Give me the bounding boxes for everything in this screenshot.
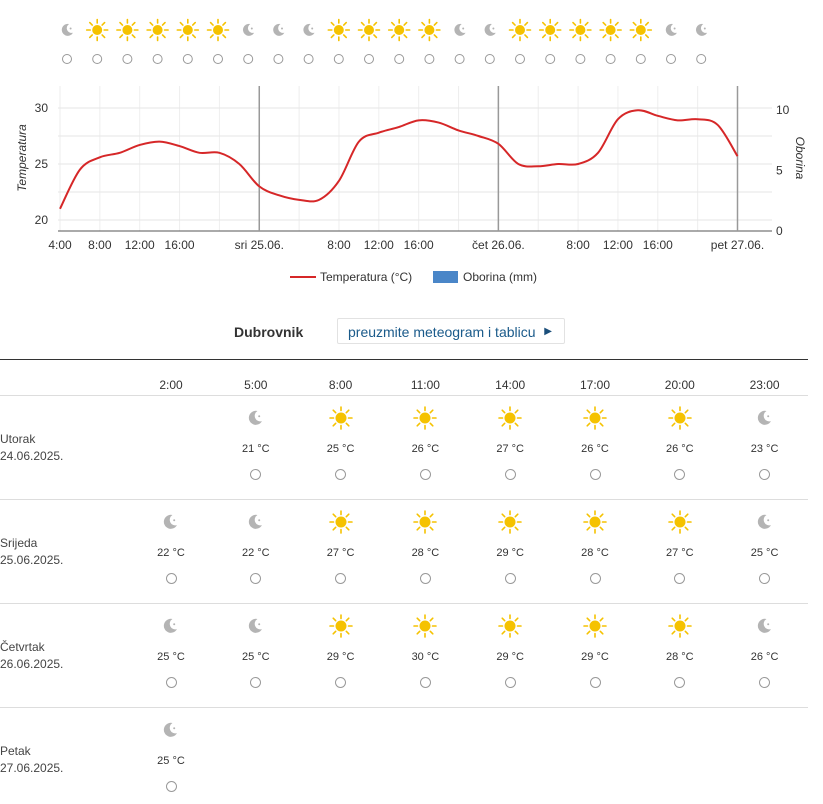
day-date: 27.06.2025. — [0, 761, 64, 775]
x-tick-label: 8:00 — [566, 238, 590, 252]
forecast-cell — [311, 510, 371, 584]
day-label — [0, 431, 63, 465]
precipitation-empty-icon — [425, 55, 434, 64]
hour-header: 5:00 — [244, 378, 268, 392]
precipitation-empty-icon — [759, 573, 770, 584]
temperature-value: 23 °C — [750, 443, 779, 455]
precipitation-empty-icon — [420, 677, 431, 688]
day-date: 25.06.2025. — [0, 553, 64, 567]
sun-icon — [630, 20, 651, 41]
sun-icon — [498, 614, 522, 638]
caret-right-icon: ▶ — [544, 326, 552, 337]
temperature-value: 25 °C — [326, 443, 355, 455]
sun-icon — [117, 20, 138, 41]
day-row — [0, 500, 808, 604]
temperature-value: 25 °C — [157, 651, 185, 663]
y-left-tick-label: 30 — [34, 101, 48, 115]
moon-icon — [454, 24, 465, 36]
forecast-cell — [565, 614, 625, 688]
legend[interactable] — [290, 270, 537, 284]
sun-icon — [498, 510, 522, 534]
forecast-cell — [141, 614, 201, 688]
precipitation-empty-icon — [274, 55, 283, 64]
day-label — [0, 535, 63, 569]
sun-icon — [359, 20, 380, 41]
precipitation-empty-icon — [636, 55, 645, 64]
sun-icon — [668, 510, 692, 534]
precipitation-empty-icon — [590, 573, 601, 584]
day-name: Srijeda — [0, 536, 38, 550]
precipitation-empty-icon — [250, 469, 261, 480]
sun-icon — [600, 20, 621, 41]
moon-icon — [303, 24, 314, 36]
x-tick-label: 8:00 — [327, 238, 351, 252]
precipitation-empty-icon — [335, 573, 346, 584]
hour-header: 11:00 — [410, 378, 440, 392]
precipitation-empty-icon — [606, 55, 615, 64]
x-tick-label: čet 26.06. — [472, 238, 525, 252]
x-tick-label: 12:00 — [602, 238, 633, 252]
precipitation-empty-icon — [590, 469, 601, 480]
temperature-value: 29 °C — [581, 651, 609, 663]
sun-icon — [413, 406, 437, 430]
x-tick-label: 16:00 — [403, 238, 434, 252]
forecast-cell — [480, 614, 540, 688]
sun-icon — [389, 20, 410, 41]
chart-grid — [58, 86, 772, 231]
day-name: Četvrtak — [0, 640, 45, 654]
day-name: Utorak — [0, 432, 36, 446]
x-tick-label: sri 25.06. — [234, 238, 284, 252]
temperature-value: 21 °C — [241, 443, 270, 455]
moon-icon — [244, 406, 268, 430]
forecast-cell — [735, 614, 795, 688]
sun-icon — [177, 20, 198, 41]
precipitation-empty-icon — [250, 677, 261, 688]
precipitation-empty-icon — [166, 573, 177, 584]
precipitation-empty-icon — [395, 55, 404, 64]
precipitation-empty-icon — [697, 55, 706, 64]
precipitation-empty-icon — [214, 55, 223, 64]
temperature-value: 29 °C — [496, 547, 524, 559]
precipitation-empty-icon — [63, 55, 72, 64]
forecast-cell — [650, 510, 710, 584]
day-row — [0, 396, 808, 500]
forecast-cell — [141, 718, 201, 792]
temperature-value: 25 °C — [241, 651, 270, 663]
location-name: Dubrovnik — [234, 324, 304, 340]
download-meteogram-button[interactable] — [337, 318, 565, 344]
precipitation-empty-icon — [334, 55, 343, 64]
sun-icon — [668, 614, 692, 638]
weather-icon-strip — [62, 20, 707, 64]
x-tick-label: 16:00 — [164, 238, 195, 252]
moon-icon — [485, 24, 496, 36]
sun-icon — [413, 614, 437, 638]
y-axis-left — [35, 101, 49, 227]
temperature-value: 22 °C — [157, 547, 185, 559]
precipitation-empty-icon — [546, 55, 555, 64]
forecast-cell — [480, 510, 540, 584]
precipitation-empty-icon — [250, 573, 261, 584]
x-tick-label: 12:00 — [124, 238, 155, 252]
precipitation-empty-icon — [183, 55, 192, 64]
forecast-cell — [565, 406, 625, 480]
forecast-cell — [226, 614, 286, 688]
temperature-value: 26 °C — [411, 443, 440, 455]
x-tick-label: 8:00 — [88, 238, 112, 252]
precipitation-empty-icon — [576, 55, 585, 64]
precipitation-empty-icon — [674, 677, 685, 688]
sun-icon — [413, 510, 437, 534]
temperature-value: 28 °C — [581, 547, 609, 559]
forecast-cell — [735, 406, 795, 480]
temperature-value: 22 °C — [241, 547, 270, 559]
sun-icon — [147, 20, 168, 41]
forecast-cell — [650, 614, 710, 688]
precipitation-empty-icon — [759, 677, 770, 688]
sun-icon — [329, 406, 353, 430]
moon-icon — [62, 24, 73, 36]
precipitation-empty-icon — [335, 677, 346, 688]
precipitation-empty-icon — [244, 55, 253, 64]
moon-icon — [159, 614, 183, 638]
moon-icon — [273, 24, 284, 36]
precipitation-empty-icon — [455, 55, 464, 64]
table-header-row — [0, 360, 808, 396]
moon-icon — [159, 510, 183, 534]
sun-icon — [510, 20, 531, 41]
precipitation-empty-icon — [505, 573, 516, 584]
temperature-line — [60, 110, 738, 209]
day-date: 26.06.2025. — [0, 657, 64, 671]
precipitation-empty-icon — [93, 55, 102, 64]
sun-icon — [583, 614, 607, 638]
moon-icon — [244, 614, 268, 638]
x-tick-label: 4:00 — [48, 238, 72, 252]
forecast-cell — [395, 510, 455, 584]
sun-icon — [328, 20, 349, 41]
sun-icon — [87, 20, 108, 41]
temperature-value: 28 °C — [665, 651, 694, 663]
precipitation-empty-icon — [485, 55, 494, 64]
sun-icon — [498, 406, 522, 430]
temperature-value: 27 °C — [496, 443, 524, 455]
meteogram-chart — [0, 0, 823, 300]
moon-icon — [696, 24, 707, 36]
location-bar — [0, 318, 808, 346]
hour-header: 8:00 — [328, 378, 353, 392]
precipitation-empty-icon — [420, 573, 431, 584]
day-label — [0, 639, 63, 673]
sun-icon — [668, 406, 692, 430]
sun-icon — [419, 20, 440, 41]
hour-header: 23:00 — [749, 378, 780, 392]
hour-header: 14:00 — [495, 378, 526, 392]
temperature-value: 30 °C — [411, 651, 440, 663]
hour-header: 20:00 — [664, 378, 695, 392]
temperature-value: 27 °C — [326, 547, 355, 559]
moon-icon — [666, 24, 677, 36]
day-row — [0, 708, 808, 804]
y-right-tick-label: 5 — [776, 163, 783, 178]
day-row — [0, 604, 808, 708]
x-tick-label: 12:00 — [363, 238, 394, 252]
x-tick-label: pet 27.06. — [710, 238, 765, 252]
y-axis-left-title: Temperatura — [15, 124, 29, 192]
forecast-cell — [226, 510, 286, 584]
hour-header: 17:00 — [579, 378, 611, 392]
x-tick-label: 16:00 — [642, 238, 673, 252]
moon-icon — [159, 718, 183, 742]
download-button-label: preuzmite meteogram i tablicu — [348, 324, 536, 340]
y-axis-right-title: Oborina — [793, 136, 807, 180]
temperature-value: 27 °C — [665, 547, 694, 559]
moon-icon — [753, 406, 777, 430]
precipitation-empty-icon — [123, 55, 132, 64]
forecast-cell — [141, 510, 201, 584]
temperature-value: 28 °C — [411, 547, 440, 559]
day-label — [0, 743, 63, 777]
forecast-cell — [226, 406, 286, 480]
day-name: Petak — [0, 744, 31, 758]
moon-icon — [244, 510, 268, 534]
precipitation-empty-icon — [674, 573, 685, 584]
legend-precipitation-label[interactable]: Oborina (mm) — [463, 270, 538, 284]
sun-icon — [329, 510, 353, 534]
precipitation-empty-icon — [590, 677, 601, 688]
precipitation-empty-icon — [335, 469, 346, 480]
sun-icon — [583, 406, 607, 430]
moon-icon — [753, 614, 777, 638]
precipitation-empty-icon — [166, 677, 177, 688]
temperature-value: 25 °C — [750, 547, 779, 559]
temperature-value: 26 °C — [750, 651, 779, 663]
forecast-cell — [311, 614, 371, 688]
x-axis — [48, 238, 764, 252]
forecast-cell — [735, 510, 795, 584]
temperature-value: 29 °C — [496, 651, 524, 663]
precipitation-empty-icon — [153, 55, 162, 64]
precipitation-empty-icon — [674, 469, 685, 480]
temperature-value: 26 °C — [581, 443, 609, 455]
temperature-value: 25 °C — [157, 755, 185, 767]
y-axis-right — [776, 103, 790, 238]
temperature-value: 26 °C — [665, 443, 694, 455]
day-date: 24.06.2025. — [0, 449, 64, 463]
precipitation-empty-icon — [505, 677, 516, 688]
legend-precipitation-swatch — [433, 271, 458, 283]
y-right-tick-label: 0 — [776, 224, 783, 238]
hour-header: 2:00 — [159, 378, 183, 392]
forecast-cell — [311, 406, 371, 480]
y-left-tick-label: 25 — [34, 157, 48, 171]
sun-icon — [570, 20, 591, 41]
legend-temperature-label[interactable]: Temperatura (°C) — [320, 270, 413, 284]
sun-icon — [540, 20, 561, 41]
precipitation-empty-icon — [516, 55, 525, 64]
precipitation-empty-icon — [304, 55, 313, 64]
sun-icon — [583, 510, 607, 534]
precipitation-empty-icon — [166, 781, 177, 792]
forecast-cell — [395, 406, 455, 480]
y-left-tick-label: 20 — [34, 213, 48, 227]
forecast-cell — [395, 614, 455, 688]
precipitation-empty-icon — [667, 55, 676, 64]
sun-icon — [208, 20, 229, 41]
precipitation-empty-icon — [759, 469, 770, 480]
moon-icon — [753, 510, 777, 534]
sun-icon — [329, 614, 353, 638]
y-right-tick-label: 10 — [776, 103, 790, 117]
moon-icon — [243, 24, 254, 36]
temperature-value: 29 °C — [326, 651, 355, 663]
precipitation-empty-icon — [505, 469, 516, 480]
forecast-cell — [650, 406, 710, 480]
precipitation-empty-icon — [365, 55, 374, 64]
precipitation-empty-icon — [420, 469, 431, 480]
forecast-table — [0, 360, 808, 804]
forecast-cell — [565, 510, 625, 584]
forecast-cell — [480, 406, 540, 480]
